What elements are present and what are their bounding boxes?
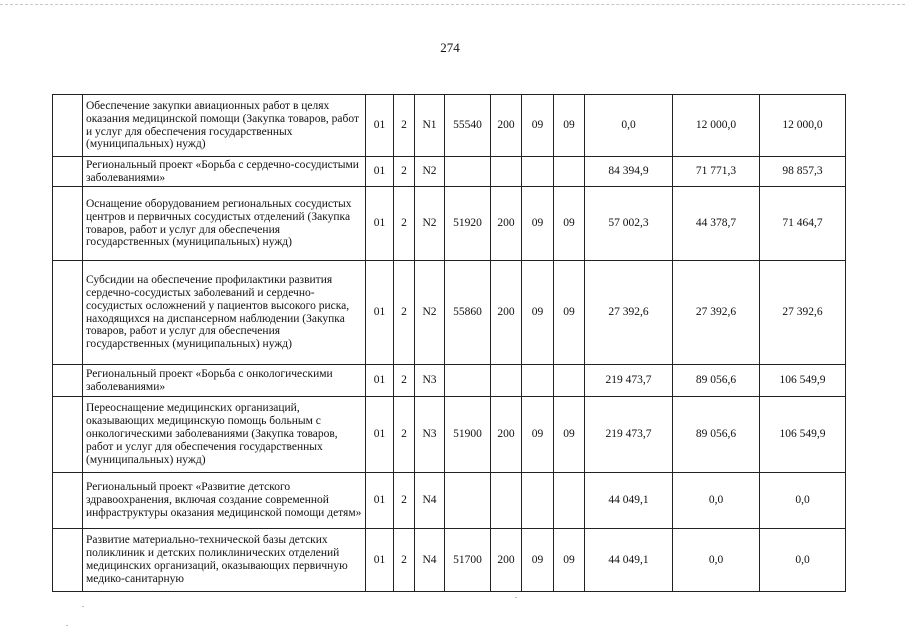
row-number-cell (53, 473, 83, 529)
row-number-cell (53, 529, 83, 592)
amount-3: 27 392,6 (760, 261, 846, 365)
col-code-7 (554, 157, 585, 187)
col-code-7: 09 (554, 529, 585, 592)
col-code-5: 200 (491, 95, 522, 157)
col-code-5: 200 (491, 397, 522, 473)
row-name: Региональный проект «Развитие детского здравоохранения, включая создание современной инфраструктуры оказания медицинской помощи детям» (83, 473, 366, 529)
col-code-5: 200 (491, 261, 522, 365)
amount-1: 44 049,1 (585, 529, 673, 592)
scan-speck (515, 597, 517, 598)
col-code-2: 2 (394, 95, 415, 157)
col-code-3: N2 (415, 187, 445, 261)
col-code-4: 51900 (445, 397, 491, 473)
col-code-6: 09 (522, 187, 554, 261)
amount-1: 0,0 (585, 95, 673, 157)
col-code-3: N3 (415, 365, 445, 397)
row-number-cell (53, 157, 83, 187)
amount-1: 219 473,7 (585, 365, 673, 397)
col-code-7: 09 (554, 261, 585, 365)
amount-2: 71 771,3 (673, 157, 760, 187)
table-body (53, 95, 846, 592)
col-code-6: 09 (522, 95, 554, 157)
col-code-5 (491, 365, 522, 397)
col-code-1: 01 (366, 473, 394, 529)
row-name: Региональный проект «Борьба с онкологическими заболеваниями» (83, 365, 366, 397)
row-name: Развитие материально-технической базы детских поликлиник и детских поликлинических отделений медицинских организаций, оказывающих первичную медико-санитарную (83, 529, 366, 592)
col-code-6 (522, 473, 554, 529)
col-code-5: 200 (491, 187, 522, 261)
row-number-cell (53, 261, 83, 365)
col-code-3: N2 (415, 157, 445, 187)
table-row (53, 261, 846, 365)
amount-1: 57 002,3 (585, 187, 673, 261)
col-code-7 (554, 365, 585, 397)
col-code-1: 01 (366, 365, 394, 397)
amount-2: 12 000,0 (673, 95, 760, 157)
col-code-6 (522, 157, 554, 187)
col-code-4 (445, 473, 491, 529)
col-code-3: N4 (415, 529, 445, 592)
col-code-1: 01 (366, 261, 394, 365)
amount-2: 0,0 (673, 529, 760, 592)
row-name: Субсидии на обеспечение профилактики развития сердечно-сосудистых заболеваний и сердечно-сосудистых осложнений у пациентов высокого риска, находящихся на диспансерном наблюдении (Закупка товаров, работ и услуг для обеспечения государственных (муниципальных) нужд) (83, 261, 366, 365)
amount-1: 44 049,1 (585, 473, 673, 529)
row-number-cell (53, 187, 83, 261)
col-code-4 (445, 157, 491, 187)
col-code-4: 55860 (445, 261, 491, 365)
table-row (53, 529, 846, 592)
col-code-6: 09 (522, 261, 554, 365)
table-row (53, 365, 846, 397)
row-number-cell (53, 397, 83, 473)
col-code-2: 2 (394, 157, 415, 187)
col-code-7: 09 (554, 397, 585, 473)
col-code-1: 01 (366, 187, 394, 261)
col-code-4: 51700 (445, 529, 491, 592)
table-row (53, 157, 846, 187)
scan-speck (66, 625, 68, 626)
amount-3: 0,0 (760, 529, 846, 592)
table-row (53, 95, 846, 157)
amount-2: 89 056,6 (673, 365, 760, 397)
amount-3: 98 857,3 (760, 157, 846, 187)
col-code-2: 2 (394, 397, 415, 473)
col-code-2: 2 (394, 529, 415, 592)
row-number-cell (53, 95, 83, 157)
col-code-6 (522, 365, 554, 397)
col-code-3: N1 (415, 95, 445, 157)
col-code-4 (445, 365, 491, 397)
amount-3: 12 000,0 (760, 95, 846, 157)
amount-2: 0,0 (673, 473, 760, 529)
scan-top-edge (0, 4, 905, 5)
col-code-3: N4 (415, 473, 445, 529)
amount-2: 27 392,6 (673, 261, 760, 365)
row-name: Переоснащение медицинских организаций, оказывающих медицинскую помощь больным с онкологическими заболеваниями (Закупка товаров, работ и услуг для обеспечения государственных (муниципальных) нужд) (83, 397, 366, 473)
col-code-1: 01 (366, 529, 394, 592)
table-row (53, 187, 846, 261)
col-code-6: 09 (522, 529, 554, 592)
page-number: 274 (440, 40, 460, 55)
col-code-2: 2 (394, 365, 415, 397)
col-code-4: 51920 (445, 187, 491, 261)
row-number-cell (53, 365, 83, 397)
budget-table (52, 94, 846, 592)
col-code-5: 200 (491, 529, 522, 592)
col-code-3: N3 (415, 397, 445, 473)
row-name: Обеспечение закупки авиационных работ в целях оказания медицинской помощи (Закупка товаров, работ и услуг для обеспечения государственных (муниципальных) нужд) (83, 95, 366, 157)
col-code-7 (554, 473, 585, 529)
col-code-6: 09 (522, 397, 554, 473)
amount-1: 219 473,7 (585, 397, 673, 473)
amount-2: 44 378,7 (673, 187, 760, 261)
col-code-2: 2 (394, 473, 415, 529)
row-name: Региональный проект «Борьба с сердечно-сосудистыми заболеваниями» (83, 157, 366, 187)
col-code-1: 01 (366, 397, 394, 473)
col-code-1: 01 (366, 95, 394, 157)
col-code-7: 09 (554, 95, 585, 157)
amount-1: 27 392,6 (585, 261, 673, 365)
col-code-2: 2 (394, 187, 415, 261)
col-code-5 (491, 157, 522, 187)
amount-3: 71 464,7 (760, 187, 846, 261)
col-code-2: 2 (394, 261, 415, 365)
table-row (53, 473, 846, 529)
col-code-7: 09 (554, 187, 585, 261)
amount-2: 89 056,6 (673, 397, 760, 473)
col-code-5 (491, 473, 522, 529)
col-code-3: N2 (415, 261, 445, 365)
row-name: Оснащение оборудованием региональных сосудистых центров и первичных сосудистых отделений (Закупка товаров, работ и услуг для обеспечения государственных (муниципальных) нужд) (83, 187, 366, 261)
table-row (53, 397, 846, 473)
amount-1: 84 394,9 (585, 157, 673, 187)
col-code-4: 55540 (445, 95, 491, 157)
amount-3: 0,0 (760, 473, 846, 529)
col-code-1: 01 (366, 157, 394, 187)
amount-3: 106 549,9 (760, 397, 846, 473)
amount-3: 106 549,9 (760, 365, 846, 397)
scan-speck (82, 606, 84, 607)
